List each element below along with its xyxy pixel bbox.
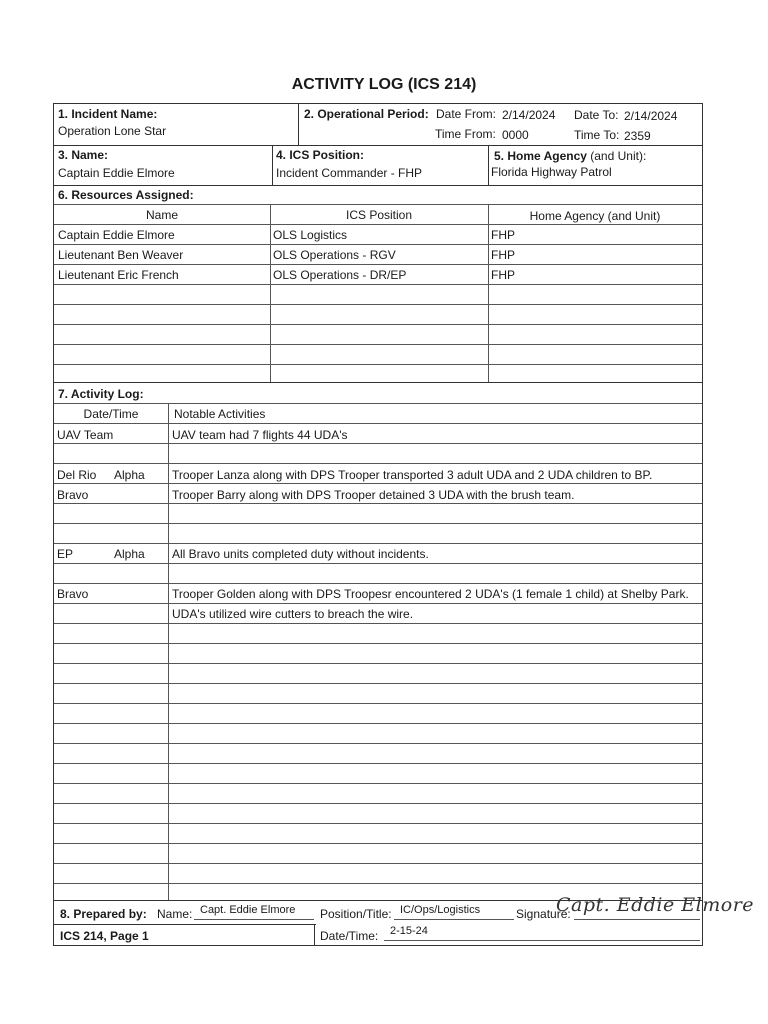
prepared-name-value[interactable]: Capt. Eddie Elmore: [200, 904, 296, 916]
time-from-label: Time From:: [435, 127, 496, 141]
activity-rule: [54, 663, 702, 664]
home-agency-label-suffix: (and Unit):: [590, 149, 647, 163]
ics-position-value[interactable]: Incident Commander - FHP: [276, 166, 423, 180]
activity-subunit[interactable]: Alpha: [114, 468, 145, 482]
activity-rule: [54, 683, 702, 684]
activity-datetime[interactable]: Bravo: [57, 488, 89, 502]
divider: [54, 344, 702, 345]
activity-notable[interactable]: All Bravo units completed duty without incidents.: [172, 547, 429, 561]
divider: [270, 204, 271, 382]
activity-rule: [54, 603, 702, 604]
activity-rule: [54, 803, 702, 804]
activity-rule: [54, 583, 702, 584]
activity-rule: [54, 423, 702, 424]
name-label: 3. Name:: [58, 148, 109, 162]
operational-period-label: 2. Operational Period:: [304, 107, 429, 121]
form-title: ACTIVITY LOG (ICS 214): [291, 76, 477, 93]
activity-rule: [54, 523, 702, 524]
activity-rule: [54, 563, 702, 564]
resources-header-name: Name: [145, 208, 178, 222]
divider: [488, 204, 489, 382]
activity-rule: [54, 723, 702, 724]
incident-name-label: 1. Incident Name:: [58, 107, 158, 121]
resource-position[interactable]: OLS Operations - RGV: [273, 248, 396, 262]
divider: [54, 204, 702, 205]
activity-header-notable: Notable Activities: [174, 407, 266, 421]
divider: [54, 145, 702, 146]
divider: [298, 104, 299, 145]
date-to-value[interactable]: 2/14/2024: [624, 109, 678, 123]
time-to-value[interactable]: 2359: [624, 129, 651, 143]
divider: [168, 403, 169, 900]
incident-name-value[interactable]: Operation Lone Star: [58, 124, 167, 138]
signature-value[interactable]: Capt. Eddie Elmore: [556, 894, 755, 916]
name-underline: [194, 919, 314, 920]
resource-name[interactable]: Lieutenant Eric French: [58, 268, 179, 282]
activity-rule: [54, 703, 702, 704]
activity-log-label: 7. Activity Log:: [58, 387, 144, 401]
divider: [54, 304, 702, 305]
activity-notable[interactable]: Trooper Lanza along with DPS Trooper transported 3 adult UDA and 2 UDA children to BP.: [172, 468, 653, 482]
divider: [54, 324, 702, 325]
activity-rule: [54, 843, 702, 844]
divider: [54, 403, 702, 404]
activity-rule: [54, 463, 702, 464]
activity-notable[interactable]: Trooper Golden along with DPS Troopesr encountered 2 UDA's (1 female 1 child) at Shelby Park.: [172, 587, 689, 601]
divider: [488, 145, 489, 185]
home-agency-value[interactable]: Florida Highway Patrol: [491, 165, 612, 179]
activity-datetime[interactable]: UAV Team: [57, 428, 114, 442]
name-value[interactable]: Captain Eddie Elmore: [58, 166, 175, 180]
activity-rule: [54, 543, 702, 544]
activity-header-datetime: Date/Time: [83, 407, 139, 421]
divider: [54, 185, 702, 186]
activity-rule: [54, 643, 702, 644]
home-agency-label-main: 5. Home Agency: [494, 149, 587, 163]
activity-datetime[interactable]: Del Rio: [57, 468, 97, 482]
ics-214-form: [53, 103, 755, 946]
resource-name[interactable]: Lieutenant Ben Weaver: [58, 248, 184, 262]
activity-notable[interactable]: UDA's utilized wire cutters to breach the wire.: [172, 607, 414, 621]
activity-datetime[interactable]: Bravo: [57, 587, 89, 601]
divider: [272, 145, 273, 185]
time-to-label: Time To:: [574, 128, 620, 142]
resources-assigned-label: 6. Resources Assigned:: [58, 188, 194, 202]
divider: [54, 924, 316, 925]
date-underline: [384, 940, 700, 941]
position-underline: [394, 919, 514, 920]
resource-position[interactable]: OLS Operations - DR/EP: [273, 268, 407, 282]
signature-underline: [574, 919, 700, 920]
resource-agency[interactable]: FHP: [491, 248, 515, 262]
activity-rule: [54, 783, 702, 784]
divider: [54, 224, 702, 225]
activity-rule: [54, 863, 702, 864]
activity-rule: [54, 483, 702, 484]
activity-subunit[interactable]: Alpha: [114, 547, 145, 561]
date-from-label: Date From:: [436, 107, 497, 121]
ics-position-label: 4. ICS Position:: [276, 148, 365, 162]
divider: [54, 364, 702, 365]
resources-header-agency: Home Agency (and Unit): [529, 209, 661, 223]
divider: [54, 264, 702, 265]
divider: [314, 924, 315, 945]
home-agency-label: [494, 149, 646, 163]
prepared-name-label: Name:: [157, 907, 193, 921]
resource-agency[interactable]: FHP: [491, 228, 515, 242]
activity-datetime[interactable]: EP: [57, 547, 74, 561]
page-number: ICS 214, Page 1: [60, 929, 149, 943]
divider: [54, 382, 702, 383]
activity-rule: [54, 743, 702, 744]
activity-notable[interactable]: Trooper Barry along with DPS Trooper detained 3 UDA with the brush team.: [172, 488, 575, 502]
activity-rule: [54, 763, 702, 764]
time-from-value[interactable]: 0000: [502, 128, 529, 142]
prepared-by-label: 8. Prepared by:: [60, 907, 147, 921]
activity-rule: [54, 623, 702, 624]
position-title-value[interactable]: IC/Ops/Logistics: [400, 904, 481, 916]
activity-rule: [54, 823, 702, 824]
activity-rule: [54, 443, 702, 444]
signature-label: Signature:: [516, 907, 571, 921]
activity-rule: [54, 883, 702, 884]
activity-rule: [54, 503, 702, 504]
activity-notable[interactable]: UAV team had 7 flights 44 UDA's: [172, 428, 348, 442]
date-to-label: Date To:: [574, 108, 619, 122]
position-title-label: Position/Title:: [320, 907, 392, 921]
resource-agency[interactable]: FHP: [491, 268, 515, 282]
resource-position[interactable]: OLS Logistics: [273, 228, 348, 242]
date-time-value[interactable]: 2-15-24: [390, 925, 428, 937]
date-from-value[interactable]: 2/14/2024: [502, 108, 556, 122]
divider: [54, 284, 702, 285]
date-time-label: Date/Time:: [320, 929, 379, 943]
resource-name[interactable]: Captain Eddie Elmore: [58, 228, 175, 242]
divider: [54, 244, 702, 245]
resources-header-position: ICS Position: [345, 208, 413, 222]
